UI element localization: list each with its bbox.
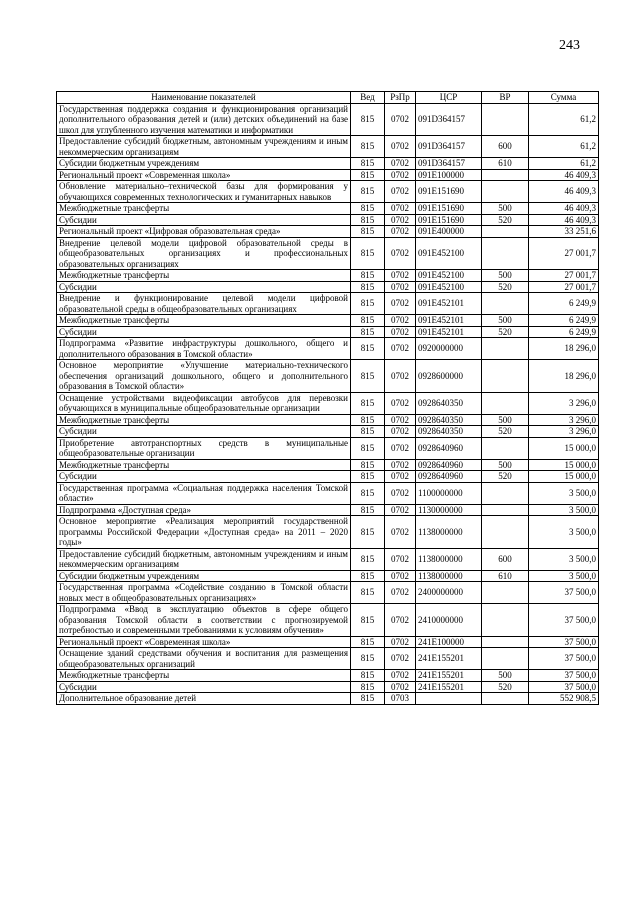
cell-name: Межбюджетные трансферты <box>57 203 351 215</box>
cell-rzpr: 0702 <box>385 414 416 426</box>
cell-ved: 815 <box>351 360 385 393</box>
cell-rzpr: 0702 <box>385 270 416 282</box>
cell-sum: 15 000,0 <box>529 471 599 483</box>
cell-rzpr: 0702 <box>385 136 416 158</box>
cell-name: Субсидии <box>57 326 351 338</box>
cell-sum: 27 001,7 <box>529 237 599 270</box>
cell-csr: 1138000000 <box>416 548 482 570</box>
cell-sum: 46 409,3 <box>529 214 599 226</box>
cell-sum: 46 409,3 <box>529 181 599 203</box>
cell-name: Межбюджетные трансферты <box>57 270 351 282</box>
cell-sum: 3 500,0 <box>529 482 599 504</box>
cell-name: Подпрограмма «Развитие инфраструктуры дошкольного, общего и дополнительного образования в Томской области» <box>57 338 351 360</box>
table-row <box>57 214 599 226</box>
cell-ved: 815 <box>351 504 385 516</box>
cell-rzpr: 0702 <box>385 315 416 327</box>
cell-name: Субсидии бюджетным учреждениям <box>57 570 351 582</box>
cell-ved: 815 <box>351 604 385 637</box>
cell-ved: 815 <box>351 136 385 158</box>
table-row <box>57 326 599 338</box>
cell-rzpr: 0702 <box>385 181 416 203</box>
cell-vr <box>482 693 529 705</box>
cell-rzpr: 0702 <box>385 158 416 170</box>
cell-ved: 815 <box>351 214 385 226</box>
cell-name: Субсидии бюджетным учреждениям <box>57 158 351 170</box>
cell-sum: 18 296,0 <box>529 338 599 360</box>
cell-sum: 3 500,0 <box>529 504 599 516</box>
cell-ved: 815 <box>351 582 385 604</box>
cell-sum: 27 001,7 <box>529 270 599 282</box>
cell-rzpr: 0702 <box>385 392 416 414</box>
cell-rzpr: 0702 <box>385 426 416 438</box>
table-row <box>57 315 599 327</box>
cell-vr: 500 <box>482 459 529 471</box>
table-row <box>57 270 599 282</box>
table-row <box>57 203 599 215</box>
cell-rzpr: 0702 <box>385 648 416 670</box>
cell-name: Региональный проект «Современная школа» <box>57 169 351 181</box>
cell-name: Оснащение устройствами видеофиксации автобусов для перевозки обучающихся в муниципальные общеобразовательные организации <box>57 392 351 414</box>
cell-csr: 091D364157 <box>416 103 482 136</box>
cell-vr <box>482 582 529 604</box>
table-row <box>57 226 599 238</box>
cell-sum: 3 500,0 <box>529 570 599 582</box>
cell-csr: 0928640350 <box>416 414 482 426</box>
cell-name: Подпрограмма «Ввод в эксплуатацию объектов в сфере общего образования Томской области в соответствии с прогнозируемой потребностью и современными требованиями к условиям обучения» <box>57 604 351 637</box>
header-rzpr: РзПр <box>385 92 416 104</box>
cell-ved: 815 <box>351 158 385 170</box>
table-row <box>57 281 599 293</box>
cell-vr: 520 <box>482 326 529 338</box>
cell-vr <box>482 604 529 637</box>
cell-csr: 091E151690 <box>416 203 482 215</box>
cell-ved: 815 <box>351 670 385 682</box>
cell-name: Региональный проект «Современная школа» <box>57 636 351 648</box>
cell-csr: 241E155201 <box>416 648 482 670</box>
cell-vr: 520 <box>482 281 529 293</box>
cell-csr: 091D364157 <box>416 136 482 158</box>
cell-vr: 520 <box>482 471 529 483</box>
cell-sum: 37 500,0 <box>529 636 599 648</box>
cell-name: Межбюджетные трансферты <box>57 315 351 327</box>
page-number: 243 <box>559 38 580 53</box>
table-row <box>57 158 599 170</box>
cell-csr: 241E155201 <box>416 670 482 682</box>
table-row <box>57 516 599 549</box>
table-row <box>57 504 599 516</box>
cell-rzpr: 0702 <box>385 471 416 483</box>
cell-vr: 600 <box>482 548 529 570</box>
cell-vr <box>482 648 529 670</box>
cell-sum: 552 908,5 <box>529 693 599 705</box>
header-ved: Вед <box>351 92 385 104</box>
cell-ved: 815 <box>351 270 385 282</box>
table-row <box>57 414 599 426</box>
cell-rzpr: 0702 <box>385 482 416 504</box>
cell-rzpr: 0702 <box>385 670 416 682</box>
cell-vr: 600 <box>482 136 529 158</box>
cell-sum: 3 296,0 <box>529 392 599 414</box>
cell-sum: 3 296,0 <box>529 426 599 438</box>
cell-name: Основное мероприятие «Реализация мероприятий государственной программы Российской Федерации «Доступная среда» на 2011 – 2020 годы» <box>57 516 351 549</box>
cell-rzpr: 0702 <box>385 582 416 604</box>
cell-rzpr: 0702 <box>385 326 416 338</box>
cell-csr: 2400000000 <box>416 582 482 604</box>
cell-rzpr: 0702 <box>385 459 416 471</box>
cell-ved: 815 <box>351 570 385 582</box>
cell-vr <box>482 392 529 414</box>
cell-vr <box>482 482 529 504</box>
cell-ved: 815 <box>351 426 385 438</box>
table-row <box>57 293 599 315</box>
cell-csr: 0928640350 <box>416 392 482 414</box>
cell-rzpr: 0702 <box>385 203 416 215</box>
cell-name: Предоставление субсидий бюджетным, автономным учреждениям и иным некоммерческим организациям <box>57 136 351 158</box>
cell-sum: 18 296,0 <box>529 360 599 393</box>
cell-name: Подпрограмма «Доступная среда» <box>57 504 351 516</box>
cell-vr <box>482 169 529 181</box>
cell-rzpr: 0702 <box>385 214 416 226</box>
cell-ved: 815 <box>351 681 385 693</box>
cell-csr: 1130000000 <box>416 504 482 516</box>
budget-table <box>56 91 599 705</box>
cell-sum: 37 500,0 <box>529 670 599 682</box>
table-row <box>57 482 599 504</box>
table-row <box>57 181 599 203</box>
cell-sum: 37 500,0 <box>529 582 599 604</box>
cell-vr <box>482 338 529 360</box>
cell-ved: 815 <box>351 414 385 426</box>
cell-vr: 520 <box>482 426 529 438</box>
cell-ved: 815 <box>351 293 385 315</box>
cell-rzpr: 0702 <box>385 504 416 516</box>
table-header-row <box>57 92 599 104</box>
cell-name: Дополнительное образование детей <box>57 693 351 705</box>
cell-csr: 1138000000 <box>416 570 482 582</box>
cell-ved: 815 <box>351 392 385 414</box>
cell-ved: 815 <box>351 471 385 483</box>
cell-rzpr: 0702 <box>385 169 416 181</box>
table-row <box>57 636 599 648</box>
table-row <box>57 360 599 393</box>
cell-vr <box>482 226 529 238</box>
cell-vr: 520 <box>482 681 529 693</box>
cell-ved: 815 <box>351 437 385 459</box>
cell-csr: 091E151690 <box>416 181 482 203</box>
cell-ved: 815 <box>351 181 385 203</box>
header-sum: Сумма <box>529 92 599 104</box>
table-row <box>57 670 599 682</box>
cell-name: Внедрение целевой модели цифровой образовательной среды в общеобразовательных организациях и профессиональных образовательных организациях <box>57 237 351 270</box>
cell-name: Субсидии <box>57 426 351 438</box>
cell-sum: 3 296,0 <box>529 414 599 426</box>
table-row <box>57 392 599 414</box>
cell-csr: 091E452101 <box>416 326 482 338</box>
cell-sum: 46 409,3 <box>529 203 599 215</box>
cell-vr <box>482 437 529 459</box>
cell-ved: 815 <box>351 548 385 570</box>
cell-ved: 815 <box>351 281 385 293</box>
cell-ved: 815 <box>351 693 385 705</box>
table-row <box>57 648 599 670</box>
cell-csr: 0928640960 <box>416 471 482 483</box>
cell-vr: 500 <box>482 414 529 426</box>
cell-vr <box>482 636 529 648</box>
cell-name: Субсидии <box>57 681 351 693</box>
table-row <box>57 604 599 637</box>
table-row <box>57 426 599 438</box>
cell-ved: 815 <box>351 315 385 327</box>
cell-rzpr: 0702 <box>385 103 416 136</box>
cell-rzpr: 0702 <box>385 293 416 315</box>
cell-ved: 815 <box>351 326 385 338</box>
table-row <box>57 338 599 360</box>
cell-csr: 091D364157 <box>416 158 482 170</box>
cell-name: Субсидии <box>57 281 351 293</box>
cell-ved: 815 <box>351 103 385 136</box>
cell-sum: 3 500,0 <box>529 548 599 570</box>
cell-vr <box>482 504 529 516</box>
cell-sum: 27 001,7 <box>529 281 599 293</box>
cell-vr: 500 <box>482 670 529 682</box>
cell-name: Основное мероприятие «Улучшение материально-технического обеспечения организаций дошкольного, общего и дополнительного образования в Томской области» <box>57 360 351 393</box>
cell-sum: 61,2 <box>529 136 599 158</box>
cell-ved: 815 <box>351 338 385 360</box>
table-row <box>57 681 599 693</box>
cell-csr: 0928600000 <box>416 360 482 393</box>
table-row <box>57 169 599 181</box>
cell-sum: 15 000,0 <box>529 437 599 459</box>
table-row <box>57 136 599 158</box>
cell-ved: 815 <box>351 516 385 549</box>
header-vr: ВР <box>482 92 529 104</box>
cell-sum: 46 409,3 <box>529 169 599 181</box>
cell-csr: 091E452101 <box>416 315 482 327</box>
table-row <box>57 459 599 471</box>
cell-csr: 091E452101 <box>416 293 482 315</box>
cell-csr: 091E452100 <box>416 270 482 282</box>
cell-name: Межбюджетные трансферты <box>57 459 351 471</box>
cell-vr: 500 <box>482 203 529 215</box>
table-row <box>57 582 599 604</box>
cell-rzpr: 0702 <box>385 437 416 459</box>
cell-vr <box>482 237 529 270</box>
cell-name: Субсидии <box>57 214 351 226</box>
cell-vr <box>482 360 529 393</box>
cell-vr: 610 <box>482 158 529 170</box>
cell-name: Межбюджетные трансферты <box>57 414 351 426</box>
cell-name: Приобретение автотранспортных средств в муниципальные общеобразовательные организации <box>57 437 351 459</box>
cell-rzpr: 0702 <box>385 360 416 393</box>
table-row <box>57 693 599 705</box>
cell-csr: 091E151690 <box>416 214 482 226</box>
cell-csr: 091E100000 <box>416 169 482 181</box>
cell-rzpr: 0702 <box>385 570 416 582</box>
cell-ved: 815 <box>351 237 385 270</box>
cell-csr: 091E452100 <box>416 281 482 293</box>
cell-vr <box>482 181 529 203</box>
cell-csr: 091E452100 <box>416 237 482 270</box>
cell-sum: 61,2 <box>529 158 599 170</box>
cell-rzpr: 0702 <box>385 237 416 270</box>
table-row <box>57 570 599 582</box>
cell-sum: 15 000,0 <box>529 459 599 471</box>
cell-csr: 0920000000 <box>416 338 482 360</box>
cell-name: Региональный проект «Цифровая образовательная среда» <box>57 226 351 238</box>
cell-csr: 2410000000 <box>416 604 482 637</box>
cell-rzpr: 0703 <box>385 693 416 705</box>
cell-name: Внедрение и функционирование целевой модели цифровой образовательной среды в общеобразовательных организациях <box>57 293 351 315</box>
cell-ved: 815 <box>351 459 385 471</box>
cell-sum: 37 500,0 <box>529 604 599 637</box>
cell-rzpr: 0702 <box>385 604 416 637</box>
cell-sum: 6 249,9 <box>529 326 599 338</box>
cell-ved: 815 <box>351 636 385 648</box>
cell-name: Государственная программа «Содействие созданию в Томской области новых мест в общеобразовательных организациях» <box>57 582 351 604</box>
table-row <box>57 471 599 483</box>
cell-csr: 241E155201 <box>416 681 482 693</box>
cell-csr: 1100000000 <box>416 482 482 504</box>
cell-name: Государственная поддержка создания и функционирования организаций дополнительного образования детей и (или) детских объединений на базе школ для углубленного изучения математики и информатики <box>57 103 351 136</box>
table-row <box>57 237 599 270</box>
cell-sum: 6 249,9 <box>529 315 599 327</box>
cell-name: Обновление материально–технической базы для формирования у обучающихся современных технологических и гуманитарных навыков <box>57 181 351 203</box>
cell-ved: 815 <box>351 648 385 670</box>
cell-csr: 0928640350 <box>416 426 482 438</box>
cell-vr <box>482 293 529 315</box>
cell-vr: 500 <box>482 315 529 327</box>
cell-ved: 815 <box>351 169 385 181</box>
cell-csr: 091E400000 <box>416 226 482 238</box>
cell-name: Межбюджетные трансферты <box>57 670 351 682</box>
cell-sum: 6 249,9 <box>529 293 599 315</box>
cell-csr: 0928640960 <box>416 459 482 471</box>
cell-ved: 815 <box>351 203 385 215</box>
cell-rzpr: 0702 <box>385 681 416 693</box>
table-row <box>57 437 599 459</box>
cell-rzpr: 0702 <box>385 281 416 293</box>
cell-vr: 500 <box>482 270 529 282</box>
cell-sum: 3 500,0 <box>529 516 599 549</box>
cell-name: Оснащение зданий средствами обучения и воспитания для размещения общеобразовательных организаций <box>57 648 351 670</box>
cell-csr: 241E100000 <box>416 636 482 648</box>
cell-vr <box>482 103 529 136</box>
cell-name: Предоставление субсидий бюджетным, автономным учреждениям и иным некоммерческим организациям <box>57 548 351 570</box>
cell-vr: 520 <box>482 214 529 226</box>
cell-ved: 815 <box>351 482 385 504</box>
cell-sum: 33 251,6 <box>529 226 599 238</box>
cell-sum: 37 500,0 <box>529 648 599 670</box>
cell-ved: 815 <box>351 226 385 238</box>
header-name: Наименование показателей <box>57 92 351 104</box>
cell-name: Субсидии <box>57 471 351 483</box>
cell-rzpr: 0702 <box>385 516 416 549</box>
cell-csr: 1138000000 <box>416 516 482 549</box>
table-row <box>57 548 599 570</box>
cell-rzpr: 0702 <box>385 548 416 570</box>
cell-vr: 610 <box>482 570 529 582</box>
cell-sum: 37 500,0 <box>529 681 599 693</box>
cell-name: Государственная программа «Социальная поддержка населения Томской области» <box>57 482 351 504</box>
header-csr: ЦСР <box>416 92 482 104</box>
table-row <box>57 103 599 136</box>
cell-sum: 61,2 <box>529 103 599 136</box>
cell-rzpr: 0702 <box>385 226 416 238</box>
cell-rzpr: 0702 <box>385 636 416 648</box>
cell-vr <box>482 516 529 549</box>
cell-csr <box>416 693 482 705</box>
cell-csr: 0928640960 <box>416 437 482 459</box>
cell-rzpr: 0702 <box>385 338 416 360</box>
